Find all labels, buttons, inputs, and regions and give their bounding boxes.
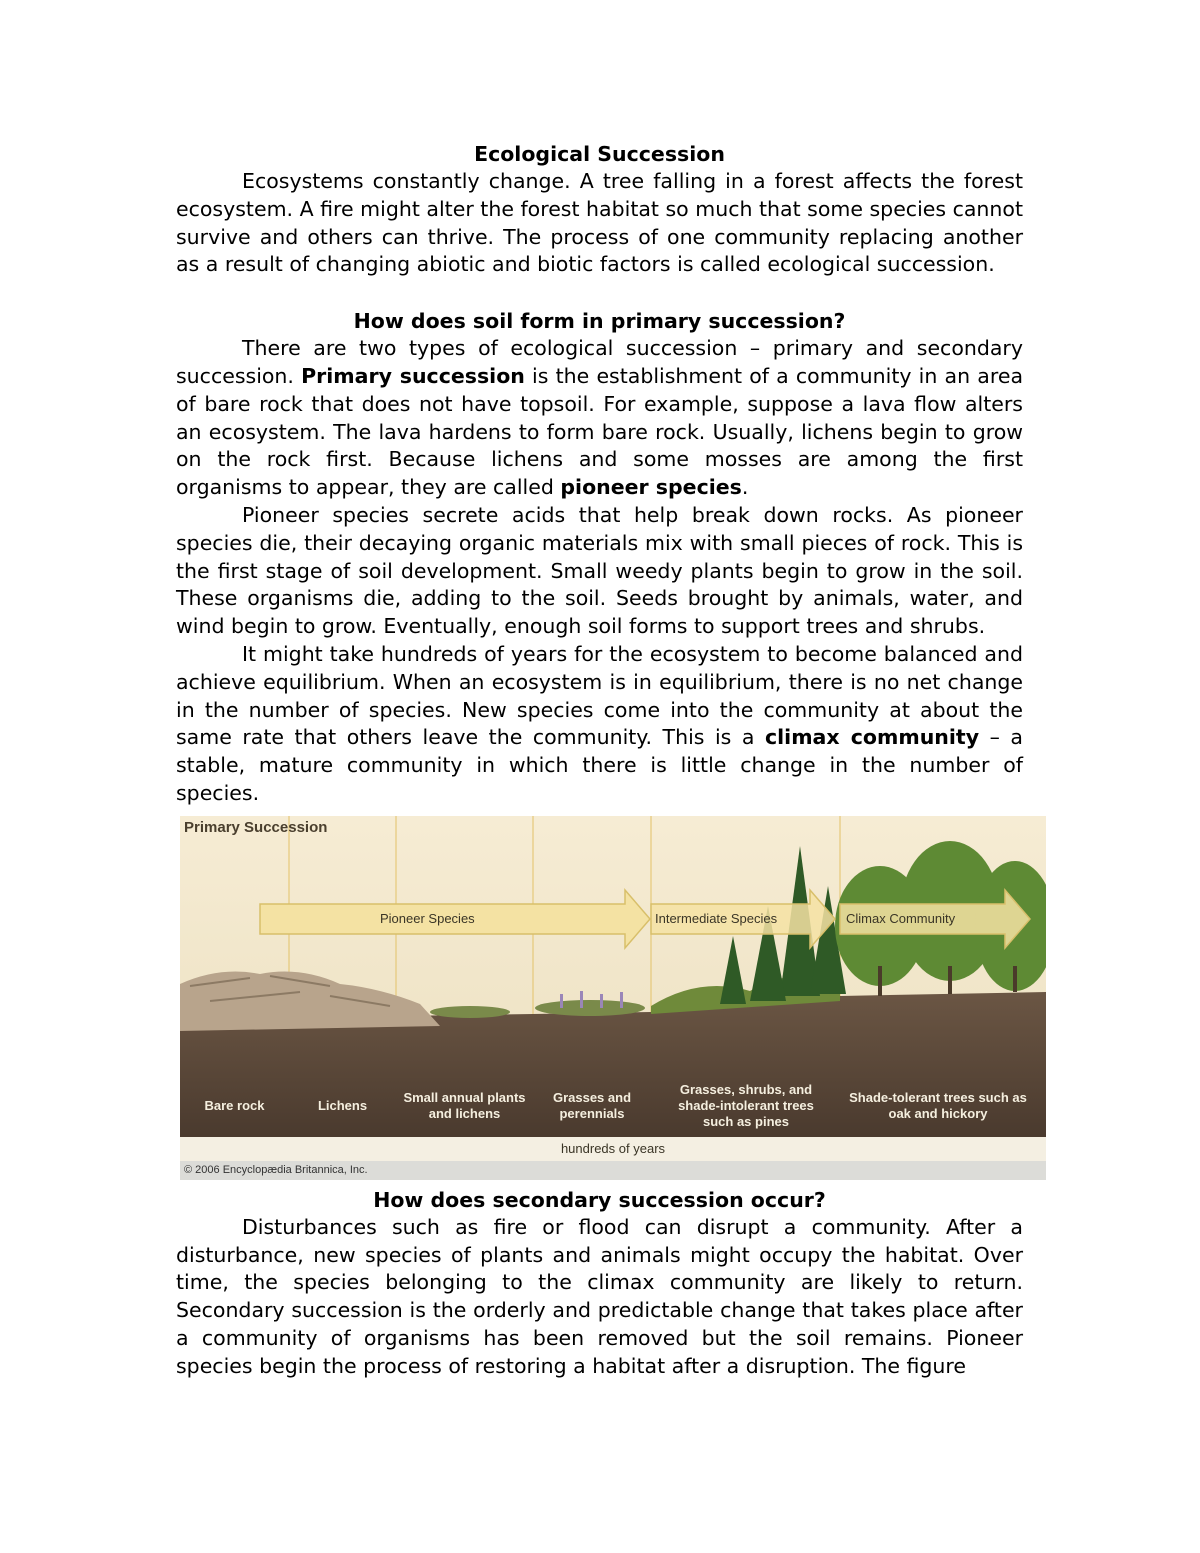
document-page: [176, 140, 1027, 1381]
stage-shade-tolerant-trees: Shade-tolerant trees such as oak and hickory: [849, 1089, 1027, 1121]
term-primary-succession: Primary succession: [301, 363, 525, 388]
intro-paragraph: Ecosystems constantly change. A tree falling in a forest affects the forest ecosystem. A fire might alter the forest habitat so much that some species cannot survive and others can thrive. The process of one community replacing another as a result of changing abiotic and biotic factors is called ecological succession.: [176, 169, 1023, 277]
figure-credit: © 2006 Encyclopædia Britannica, Inc.: [180, 1161, 1046, 1180]
primary-succession-figure: [180, 816, 1046, 1180]
primary-paragraph-2: Pioneer species secrete acids that help break down rocks. As pioneer species die, their decaying organic materials mix with small pieces of rock. This is the first stage of soil development. Small weedy plants begin to grow in the soil. These organisms die, adding to the soil. Seeds brought by animals, water, and wind begin to grow. Eventually, enough soil forms to support trees and shrubs.: [176, 502, 1023, 639]
timeline-label: hundreds of years: [180, 1137, 1046, 1161]
term-pioneer-species: pioneer species: [560, 475, 742, 500]
secondary-paragraph-1: Disturbances such as fire or flood can disrupt a community. After a disturbance, new species of plants and animals might occupy the habitat. Over time, the species belonging to the climax community are likely to return. Secondary succession is the orderly and predictable change that takes place after a community of organisms has been removed but the soil remains. Pioneer species begin the process of restoring a habitat after a disruption. The figure: [176, 1214, 1023, 1378]
document-title: Ecological Succession: [474, 142, 725, 166]
stage-grasses-perennials: Grasses and perennials: [552, 1089, 632, 1121]
secondary-succession-heading: How does secondary succession occur?: [373, 1187, 826, 1212]
arrow-label-climax: Climax Community: [846, 910, 956, 926]
stage-shrubs-pines: Grasses, shrubs, and shade-intolerant trees such as pines: [678, 1081, 814, 1129]
term-climax-community: climax community: [764, 725, 980, 750]
succession-illustration: [180, 816, 1046, 1137]
figure-title: Primary Succession: [184, 818, 328, 836]
primary-succession-heading: How does soil form in primary succession?: [353, 309, 846, 334]
primary-paragraph-3: It might take hundreds of years for the ecosystem to become balanced and achieve equilibrium. When an ecosystem is in equilibrium, there is no net change in the number of species. New species come into the community at about the same rate that others leave the community. This is a climax community – a stable, mature community in which there is little change in the number of species.: [176, 641, 1023, 805]
stage-small-annual-plants: Small annual plants and lichens: [403, 1089, 526, 1121]
stage-lichens: Lichens: [317, 1097, 368, 1113]
arrow-label-pioneer: Pioneer Species: [380, 910, 475, 926]
primary-paragraph-1: There are two types of ecological succession – primary and secondary succession. Primary succession is the establishment of a community in an area of bare rock that does not have topsoil. For example, suppose a lava flow alters an ecosystem. The lava hardens to form bare rock. Usually, lichens begin to grow on the rock first. Because lichens and some mosses are among the first organisms to appear, they are called pioneer species.: [176, 336, 1024, 500]
arrow-label-intermediate: Intermediate Species: [655, 910, 778, 926]
stage-bare-rock: Bare rock: [204, 1097, 265, 1113]
